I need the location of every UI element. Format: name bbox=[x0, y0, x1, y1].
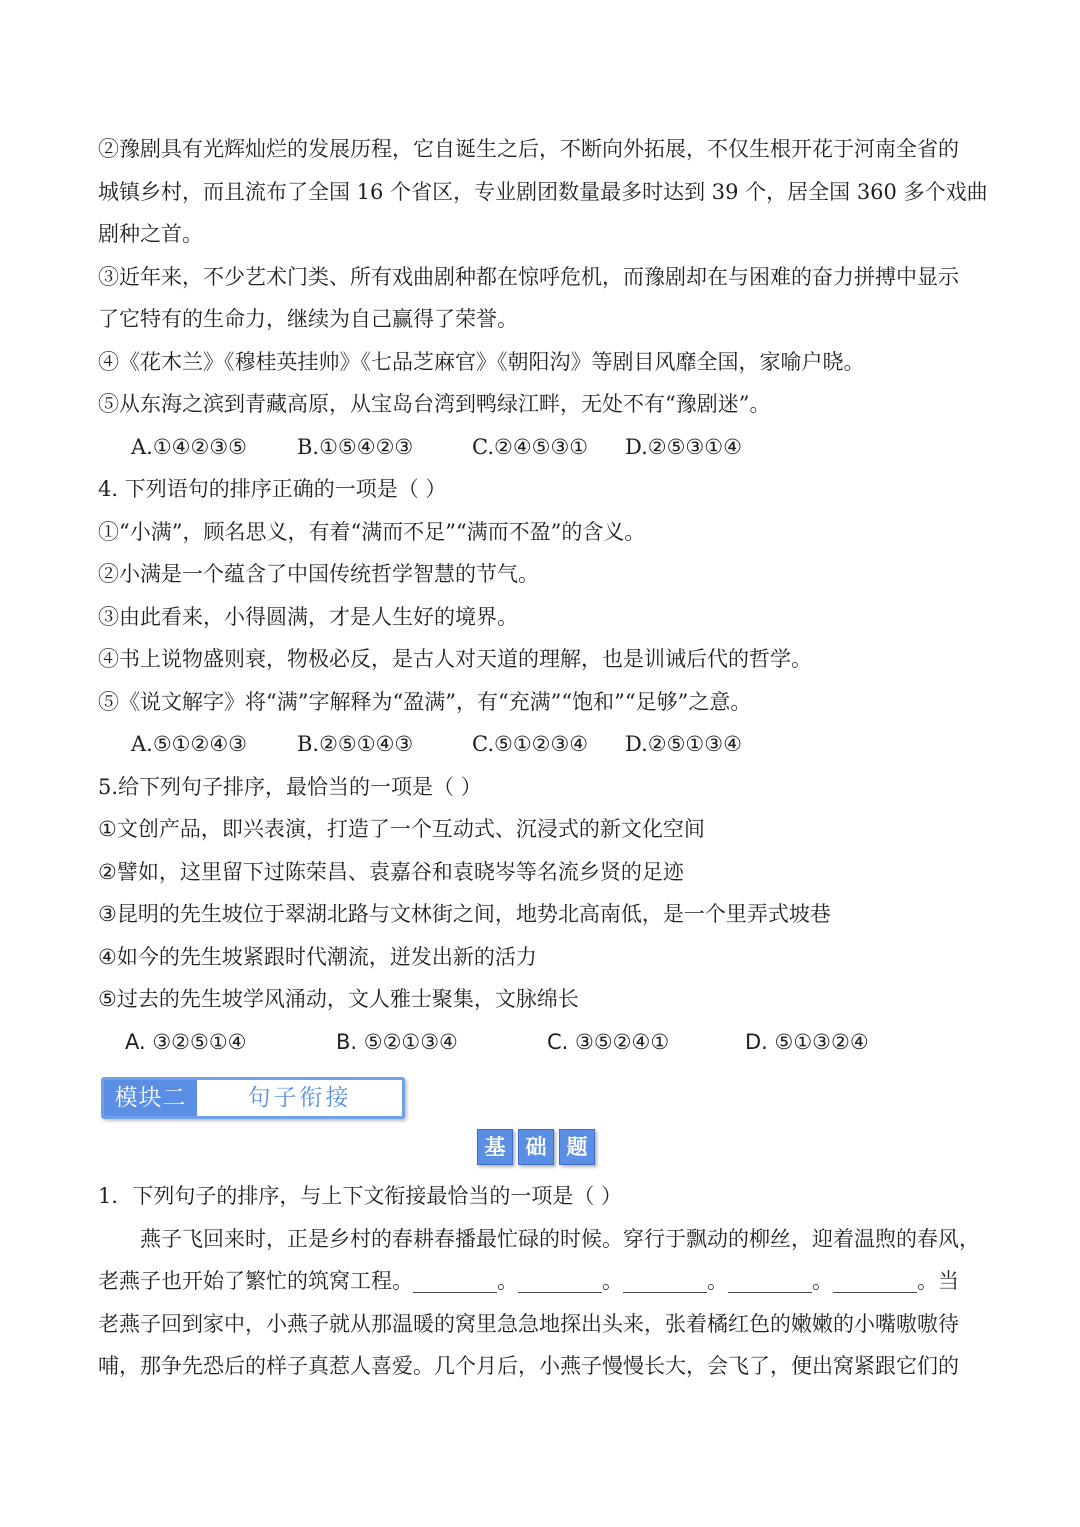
text-line: 剧种之首。 bbox=[98, 222, 203, 246]
question-5: 5.给下列句子排序，最恰当的一项是（ ） bbox=[98, 775, 482, 799]
option-a: A. ③②⑤①④ bbox=[125, 1030, 247, 1054]
text-line: ④如今的先生坡紧跟时代潮流，迸发出新的活力 bbox=[98, 945, 537, 969]
text-line: ④书上说物盛则衰，物极必反，是古人对天道的理解，也是训诫后代的哲学。 bbox=[98, 647, 812, 671]
module-title: 句子衔接 bbox=[247, 1085, 352, 1111]
text-line: ②譬如，这里留下过陈荣昌、袁嘉谷和袁晓岑等名流乡贤的足迹 bbox=[98, 860, 684, 884]
badge-char: 基 bbox=[477, 1129, 513, 1165]
option-c: C.②④⑤③① bbox=[472, 435, 589, 459]
question-1: 1．下列句子的排序，与上下文衔接最恰当的一项是（ ） bbox=[98, 1184, 623, 1208]
option-d: D.②⑤①③④ bbox=[625, 732, 742, 756]
text-line: ②小满是一个蕴含了中国传统哲学智慧的节气。 bbox=[98, 562, 539, 586]
option-d: D. ⑤①③②④ bbox=[745, 1030, 869, 1054]
text-line: ⑤过去的先生坡学风涌动，文人雅士聚集，文脉绵长 bbox=[98, 987, 579, 1011]
text-line: 老燕子也开始了繁忙的筑窝工程。________。________。________。________。________。当 bbox=[98, 1269, 959, 1293]
text-line: ③由此看来，小得圆满，才是人生好的境界。 bbox=[98, 605, 518, 629]
text-line: 老燕子回到家中，小燕子就从那温暖的窝里急急地探出头来，张着橘红色的嫩嫩的小嘴嗷嗷待 bbox=[98, 1312, 959, 1336]
q4-options bbox=[0, 723, 1080, 765]
option-a: A.⑤①②④③ bbox=[131, 732, 247, 756]
text-line: ①文创产品，即兴表演，打造了一个互动式、沉浸式的新文化空间 bbox=[98, 817, 705, 841]
text-line: ④《花木兰》《穆桂英挂帅》《七品芝麻官》《朝阳沟》等剧目风靡全国，家喻户晓。 bbox=[98, 350, 865, 374]
option-a: A.①④②③⑤ bbox=[131, 435, 247, 459]
badge-char: 题 bbox=[559, 1129, 595, 1165]
text-line: 燕子飞回来时，正是乡村的春耕春播最忙碌的时候。穿行于飘动的柳丝，迎着温煦的春风， bbox=[98, 1227, 980, 1251]
question-4: 4. 下列语句的排序正确的一项是（ ） bbox=[98, 477, 447, 501]
text-line: ②豫剧具有光辉灿烂的发展历程，它自诞生之后，不断向外拓展，不仅生根开花于河南全省的 bbox=[98, 137, 959, 161]
option-b: B. ⑤②①③④ bbox=[336, 1030, 458, 1054]
option-d: D.②⑤③①④ bbox=[625, 435, 742, 459]
option-b: B.①⑤④②③ bbox=[297, 435, 414, 459]
module-label: 模块二 bbox=[104, 1080, 197, 1116]
text-line: ⑤从东海之滨到青藏高原，从宝岛台湾到鸭绿江畔，无处不有“豫剧迷”。 bbox=[98, 392, 771, 416]
option-b: B.②⑤①④③ bbox=[297, 732, 414, 756]
module-header bbox=[101, 1077, 405, 1119]
text-line: 城镇乡村，而且流布了全国 16 个省区，专业剧团数量最多时达到 39 个，居全国 360 多个戏曲 bbox=[98, 180, 988, 204]
option-c: C.⑤①②③④ bbox=[472, 732, 589, 756]
q5-options bbox=[0, 1021, 1080, 1063]
badge-char: 础 bbox=[518, 1129, 554, 1165]
text-line: ⑤《说文解字》将“满”字解释为“盈满”，有“充满”“饱和”“足够”之意。 bbox=[98, 690, 752, 714]
text-line: ③近年来，不少艺术门类、所有戏曲剧种都在惊呼危机，而豫剧却在与困难的奋力拼搏中显示 bbox=[98, 265, 959, 289]
q3-options bbox=[0, 426, 1080, 468]
text-line: 了它特有的生命力，继续为自己赢得了荣誉。 bbox=[98, 307, 518, 331]
option-c: C. ③⑤②④① bbox=[547, 1030, 670, 1054]
text-line: ③昆明的先生坡位于翠湖北路与文林街之间，地势北高南低，是一个里弄式坡巷 bbox=[98, 902, 831, 926]
text-line: 哺，那争先恐后的样子真惹人喜爱。几个月后，小燕子慢慢长大，会飞了，便出窝紧跟它们的 bbox=[98, 1354, 959, 1378]
text-line: ①“小满”，顾名思义，有着“满而不足”“满而不盈”的含义。 bbox=[98, 520, 646, 544]
